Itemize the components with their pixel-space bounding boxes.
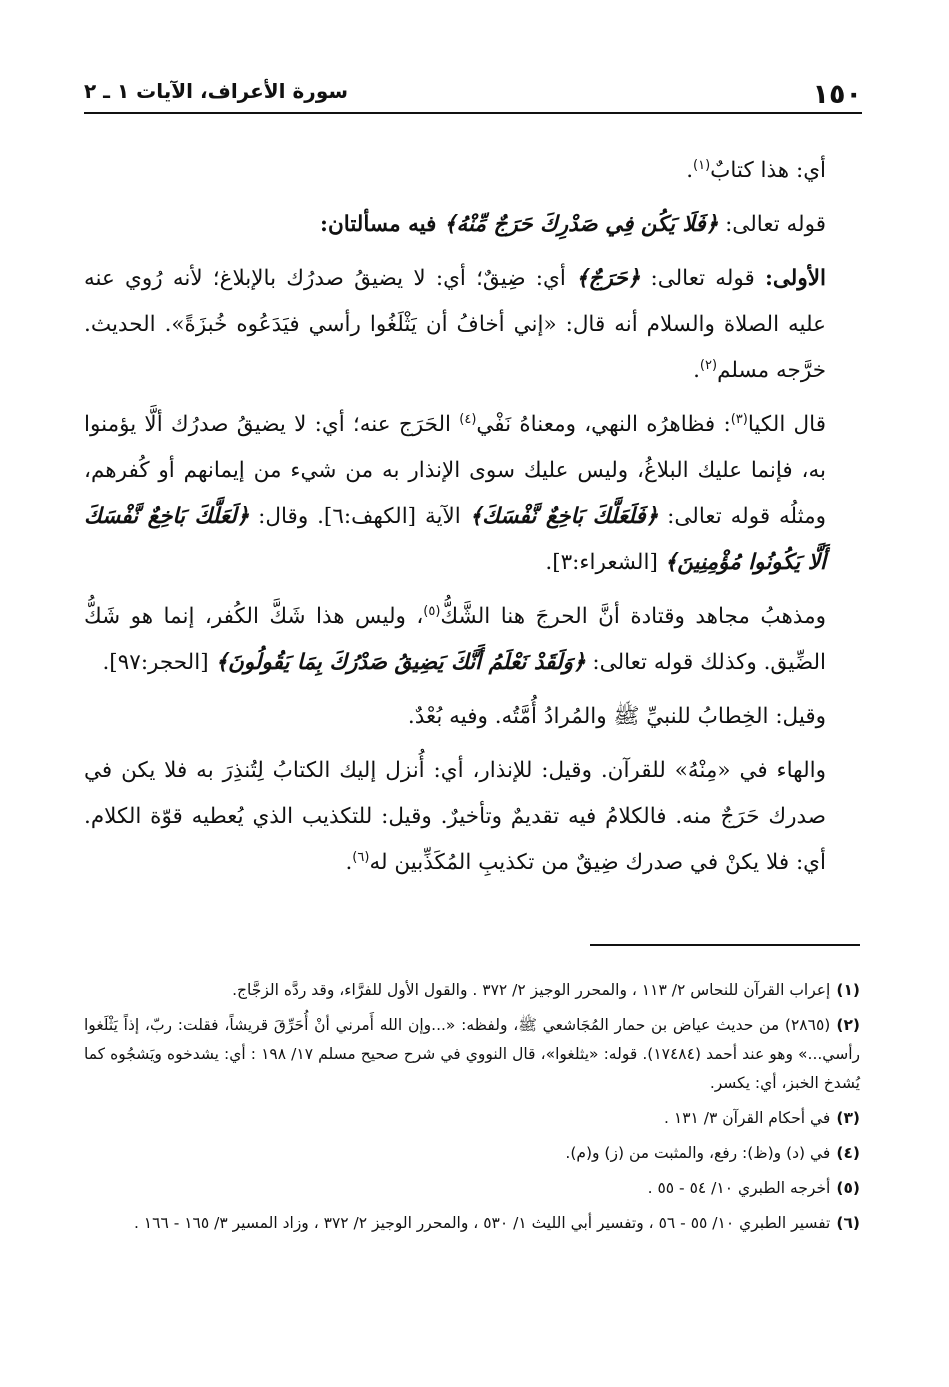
page-header	[84, 66, 862, 110]
paragraph-7	[84, 748, 860, 886]
footnote-ref: (٤)	[459, 411, 477, 427]
text: ومذهبُ مجاهد وقتادة أنَّ الحرجَ هنا الشَّكُّ	[440, 604, 826, 629]
paragraph-3	[84, 256, 860, 394]
text: أي: هذا كتابٌ	[710, 158, 826, 183]
footnote-text: في أحكام القرآن ٣/ ١٣١ .	[664, 1109, 831, 1127]
quran-verse: ﴿حَرَجٌ﴾	[576, 266, 641, 291]
footnote-text: (٢٨٦٥) من حديث عياض بن حمار المُجَاشعي ﷺ، ولفظه: «...وإن الله أَمرني أنْ أُحَرِّقَ قريشاً، فقلت: ربّ، إذاً يَثْلَغوا رأسي...» وهو عند أحمد (١٧٤٨٤). قوله: «يثلغوا»، قال النووي في شرح صحيح مسلم ١٧/ ١٩٨ : أي: يشدخوه ويَشجُوه كما يُشدخ الخبز، أي: يكسر.	[84, 1016, 860, 1092]
text: فيه مسألتان:	[320, 212, 444, 237]
footnote-number: (٦)	[836, 1214, 860, 1232]
footnote	[84, 1209, 860, 1238]
section-label: الأولى:	[764, 266, 826, 291]
footnote	[84, 1174, 860, 1203]
running-title: سورة الأعراف، الآيات ١ ـ ٢	[84, 79, 349, 103]
footnote-separator	[590, 944, 860, 946]
quran-verse: ﴿لَعَلَّكَ بَاخِعٌ نَّفْسَكَ أَلَّا يَكُونُوا مُؤْمِنِينَ﴾	[84, 504, 826, 575]
footnote-text: إعراب القرآن للنحاس ٢/ ١١٣ ، والمحرر الوجيز ٢/ ٣٧٢ . والقول الأول للفرَّاء، وقد ردَّه الزجَّاج.	[232, 981, 831, 999]
footnote	[84, 1011, 860, 1098]
footnote	[84, 1139, 860, 1168]
footnote-number: (٢)	[836, 1016, 860, 1034]
footnote-number: (٥)	[836, 1179, 860, 1197]
text: .	[345, 850, 353, 875]
text: الحَرَج عنه؛ أي: لا يضيقُ صدرُك ألَّا يؤمنوا به، فإنما عليك البلاغُ، وليس عليك سوى الإنذار به من شيء من إيمانهم أو كُفرهم، ومثلُه قوله تعالى:	[84, 412, 827, 529]
text: ، وليس هذا شَكَّ الكُفر، إنما هو شَكُّ الضِّيق. وكذلك قوله تعالى:	[84, 604, 826, 675]
main-text	[84, 148, 860, 894]
footnote	[84, 1104, 860, 1133]
header-rule	[84, 112, 862, 114]
paragraph-6	[84, 694, 860, 740]
page-number: ١٥٠	[812, 79, 862, 110]
text: أي: ضِيقٌ؛ أي: لا يضيقُ صدرُك بالإبلاغ؛ لأنه رُوي عنه عليه الصلاة والسلام أنه قال: «إني أخافُ أن يَثْلَغُوا رأسي فيَدَعُوه خُبزَةً». الحديث. خرَّجه مسلم	[84, 266, 826, 383]
footnote-text: تفسير الطبري ١٠/ ٥٥ - ٥٦ ، وتفسير أبي الليث ١/ ٥٣٠ ، والمحرر الوجيز ٢/ ٣٧٢ ، وزاد المسير ٣/ ١٦٥ - ١٦٦ .	[133, 1214, 831, 1232]
footnote-text: في (د) و(ظ): رفع، والمثبت من (ز) و(م).	[565, 1144, 831, 1162]
text: .	[686, 158, 694, 183]
quran-verse: ﴿وَلَقَدْ نَعْلَمُ أَنَّكَ يَضِيقُ صَدْرُكَ بِمَا يَقُولُونَ﴾	[215, 650, 586, 675]
quran-verse: ﴿فَلَا يَكُن فِي صَدْرِكَ حَرَجٌ مِّنْهُ﴾	[443, 212, 719, 237]
text: قوله تعالى:	[640, 266, 765, 291]
paragraph-2	[84, 202, 860, 248]
text: قال الكيا	[747, 412, 826, 437]
text: قوله تعالى:	[718, 212, 826, 237]
footnote-number: (٣)	[836, 1109, 860, 1127]
footnote-text: أخرجه الطبري ١٠/ ٥٤ - ٥٥ .	[647, 1179, 831, 1197]
footnote-ref: (٥)	[423, 603, 441, 619]
quran-verse: ﴿فَلَعَلَّكَ بَاخِعٌ نَّفْسَكَ﴾	[469, 504, 659, 529]
paragraph-4	[84, 402, 860, 586]
footnote-number: (١)	[836, 981, 860, 999]
text: : فظاهرُه النهي، ومعناهُ نَفْي	[476, 412, 731, 437]
footnote-ref: (٦)	[352, 849, 370, 865]
text: الآية [الكهف:٦]. وقال:	[249, 504, 470, 529]
paragraph-5	[84, 594, 860, 686]
footnote-ref: (٣)	[730, 411, 748, 427]
footnote-ref: (١)	[693, 157, 711, 173]
text: .	[693, 358, 700, 383]
paragraph-1	[84, 148, 860, 194]
footnote-number: (٤)	[836, 1144, 860, 1162]
text: [الحجر:٩٧].	[102, 650, 216, 675]
text: وقيل: الخِطابُ للنبيِّ ﷺ والمُرادُ أُمَّتُه. وفيه بُعْدٌ.	[407, 704, 826, 729]
footnote	[84, 976, 860, 1005]
text: والهاء في «مِنْهُ» للقرآن. وقيل: للإنذار، أي: أُنزل إليك الكتابُ لِتُنذِرَ به فلا يكن في صدرك حَرَجٌ منه. فالكلامُ فيه تقديمٌ وتأخيرٌ. وقيل: للتكذيب الذي يُعطيه قوّة الكلام. أي: فلا يكنْ في صدرك ضِيقٌ من تكذيبِ المُكَذِّبين له	[84, 758, 826, 875]
text: [الشعراء:٣].	[545, 550, 665, 575]
footnote-ref: (٢)	[699, 357, 718, 373]
footnotes	[84, 976, 860, 1244]
